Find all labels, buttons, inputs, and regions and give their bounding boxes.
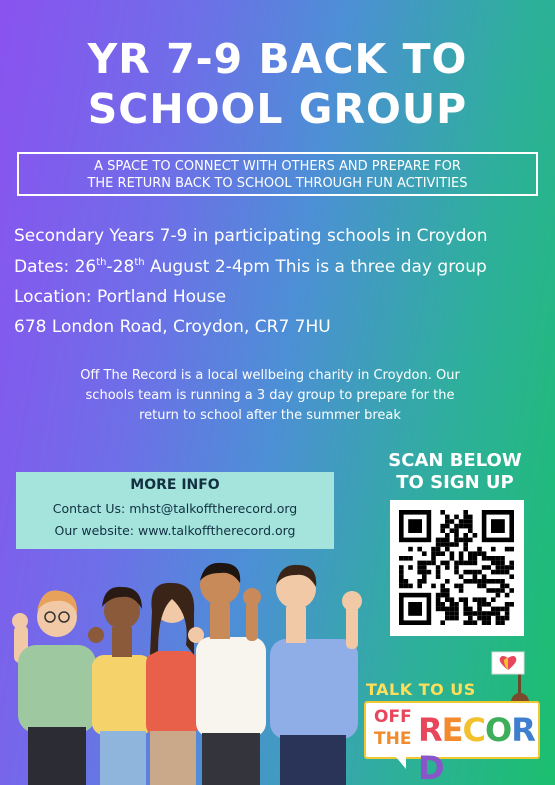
talk-to-us-text: TALK TO US: [366, 680, 476, 699]
logo-record-letter: E: [441, 711, 463, 749]
about-line-2: schools team is running a 3 day group to prepare for the: [85, 388, 455, 403]
dates-text: [14, 256, 487, 278]
logo-record-letter: C: [462, 711, 485, 749]
dates-prefix: Dates: 26: [14, 257, 97, 277]
about-line-1: Off The Record is a local wellbeing charity in Croydon. Our: [80, 368, 460, 383]
tagline-box: [17, 152, 538, 196]
qr-code-icon[interactable]: [390, 500, 524, 636]
page-title-line-2: SCHOOL GROUP: [87, 85, 468, 133]
location-text: Location: Portland House: [14, 287, 227, 307]
dates-ordinal-2: th: [134, 257, 145, 268]
tagline-line-2: THE RETURN BACK TO SCHOOL THROUGH FUN ACTIVITIES: [87, 176, 468, 191]
logo-record-letter: D: [418, 749, 444, 785]
person-5: [270, 565, 362, 785]
about-line-3: return to school after the summer break: [139, 408, 401, 423]
person-3: [146, 583, 204, 785]
logo-off-text: OFF: [374, 707, 412, 727]
off-the-record-logo: [364, 701, 540, 785]
logo-speech-tail: [396, 757, 406, 769]
person-2: [88, 587, 152, 785]
logo-record-text: [418, 711, 538, 785]
signup-heading-line-2: TO SIGN UP: [396, 472, 514, 493]
group-of-waving-teens-illustration: [0, 555, 380, 785]
more-info-box: [16, 472, 334, 549]
person-4: [196, 563, 266, 785]
dates-mid: -28: [106, 257, 135, 277]
logo-record-letter: O: [484, 711, 512, 749]
dates-ordinal-1: th: [96, 257, 107, 268]
about-charity-text: [20, 366, 520, 426]
website-link[interactable]: Our website: www.talkofftherecord.org: [54, 523, 296, 538]
address-text: 678 London Road, Croydon, CR7 7HU: [14, 317, 331, 337]
more-info-heading: MORE INFO: [130, 477, 220, 493]
logo-record-letter: R: [418, 711, 442, 749]
dates-suffix: August 2-4pm This is a three day group: [144, 257, 487, 277]
contact-email-link[interactable]: Contact Us: mhst@talkofftherecord.org: [52, 501, 298, 516]
page-title-line-1: YR 7-9 BACK TO: [87, 35, 468, 83]
tagline-line-1: A SPACE TO CONNECT WITH OTHERS AND PREPARE FOR: [94, 159, 461, 174]
audience-text: Secondary Years 7-9 in participating schools in Croydon: [14, 226, 488, 246]
logo-the-text: THE: [374, 729, 412, 749]
person-1: [12, 590, 96, 785]
logo-record-letter: R: [511, 711, 535, 749]
signup-heading-line-1: SCAN BELOW: [388, 450, 522, 471]
